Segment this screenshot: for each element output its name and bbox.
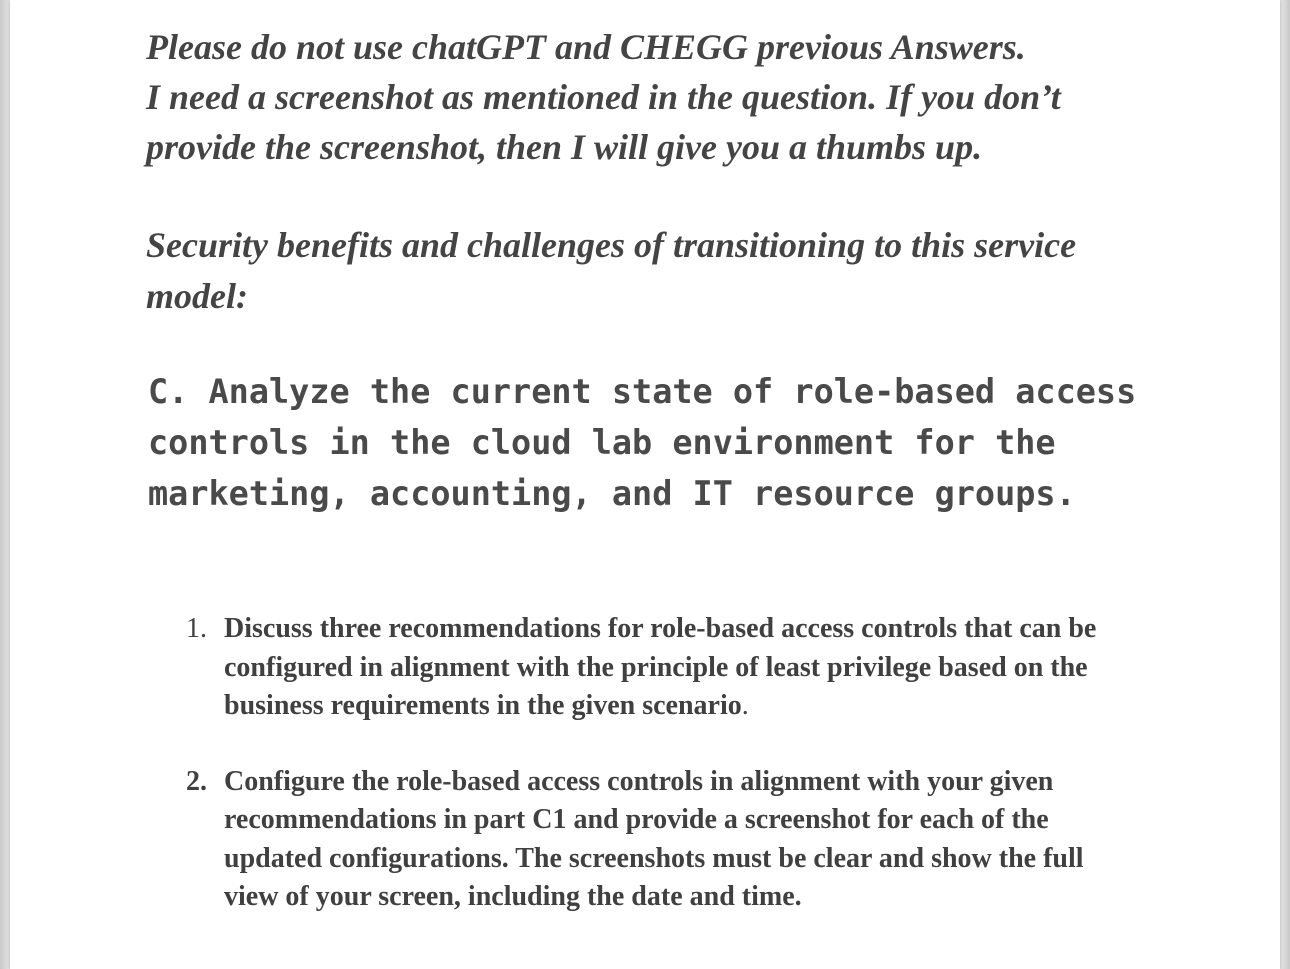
left-page-edge bbox=[0, 0, 10, 969]
notice-line: Please do not use chatGPT and CHEGG previous Answers. bbox=[146, 27, 1026, 67]
steps-list bbox=[186, 610, 1136, 917]
step-text: Configure the role-based access controls in alignment with your given recommendations in part C1 and provide a screenshot for each of the updated configurations. The screenshots must be clear and show the full view of your screen, including the date and time. bbox=[224, 765, 1084, 912]
notice-text bbox=[146, 22, 1146, 172]
notice-line: provide the screenshot, then I will give you a thumbs up. bbox=[146, 127, 983, 167]
list-item bbox=[186, 763, 1136, 917]
notice-line: I need a screenshot as mentioned in the question. If you don’t bbox=[146, 77, 1061, 117]
list-item bbox=[186, 610, 1136, 726]
step-number: 2. bbox=[186, 765, 207, 797]
step-text-tail: . bbox=[741, 690, 749, 721]
task-heading: C. Analyze the current state of role-based access controls in the cloud lab environment for the marketing, accounting, and IT resource groups. bbox=[148, 372, 1137, 513]
step-number: 1. bbox=[186, 613, 207, 644]
right-page-edge bbox=[1280, 0, 1290, 969]
section-heading: Security benefits and challenges of transitioning to this service model: bbox=[146, 225, 1077, 316]
step-text: Discuss three recommendations for role-based access controls that can be configured in alignment with the principle of least privilege based on the business requirements in the given scenario bbox=[224, 613, 1097, 721]
